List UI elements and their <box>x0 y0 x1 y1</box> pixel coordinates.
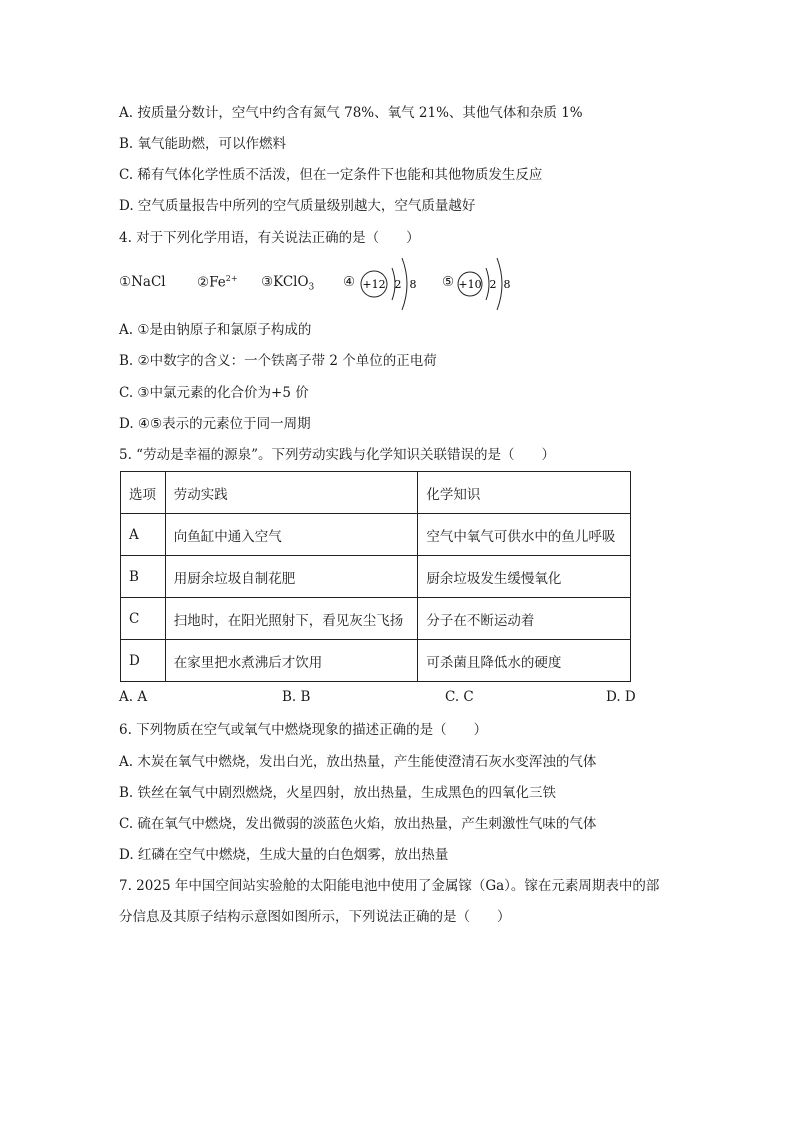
atom-structure-diagram-4 <box>358 254 418 314</box>
table-cell: 空气中氧气可供水中的鱼儿呼吸 <box>418 514 631 556</box>
nucleus-charge: +12 <box>362 278 386 291</box>
electron-shell-2 <box>497 258 502 310</box>
table-row <box>121 598 631 640</box>
q5-table <box>120 471 631 682</box>
q5-answer-a: A. A <box>119 689 148 705</box>
table-cell: 分子在不断运动着 <box>418 598 631 640</box>
atom5-label: ⑤ <box>442 274 455 290</box>
table-cell: 扫地时，在阳光照射下，看见灰尘飞扬 <box>165 598 418 640</box>
q6-stem: 6. 下列物质在空气或氧气中燃烧现象的描述正确的是（ ） <box>119 722 488 738</box>
q7-stem-line1: 7. 2025 年中国空间站实验舱的太阳能电池中使用了金属镓（Ga）。镓在元素周期表中的部 <box>119 878 660 894</box>
table-header-row <box>121 472 631 514</box>
q4-option-a: A. ①是由钠原子和氯原子构成的 <box>119 322 312 338</box>
q5-stem: 5. “劳动是幸福的源泉”。下列劳动实践与化学知识关联错误的是（ ） <box>119 447 555 463</box>
shell2-count: 8 <box>409 278 417 291</box>
shell1-count: 2 <box>394 278 402 291</box>
header-option: 选项 <box>121 472 166 514</box>
q5-answer-d: D. D <box>606 689 636 705</box>
atom-structure-diagram-5 <box>456 254 516 314</box>
q3-option-a: A. 按质量分数计，空气中约含有氮气 78%、氧气 21%、其他气体和杂质 1% <box>119 105 583 121</box>
symbol-fe-ion: $②Fe^{2+}$ <box>197 274 238 291</box>
table-cell: 厨余垃圾发生缓慢氧化 <box>418 556 631 598</box>
q6-option-b: B. 铁丝在氧气中剧烈燃烧，火星四射，放出热量，生成黑色的四氧化三铁 <box>119 785 557 801</box>
q3-option-c: C. 稀有气体化学性质不活泼，但在一定条件下也能和其他物质发生反应 <box>119 167 543 183</box>
q3-option-d: D. 空气质量报告中所列的空气质量级别越大，空气质量越好 <box>119 198 476 214</box>
table-row <box>121 556 631 598</box>
q6-option-a: A. 木炭在氧气中燃烧，发出白光，放出热量，产生能使澄清石灰水变浑浊的气体 <box>119 754 597 770</box>
table-cell: 在家里把水煮沸后才饮用 <box>165 640 418 682</box>
table-cell: D <box>121 640 166 682</box>
header-knowledge: 化学知识 <box>418 472 631 514</box>
q6-option-d: D. 红磷在空气中燃烧，生成大量的白色烟雾，放出热量 <box>119 847 449 863</box>
atom4-label: ④ <box>343 274 356 290</box>
q4-option-d: D. ④⑤表示的元素位于同一周期 <box>119 416 311 432</box>
q4-option-b: B. ②中数字的含义：一个铁离子带 2 个单位的正电荷 <box>119 353 437 369</box>
q4-stem: 4. 对于下列化学用语，有关说法正确的是（ ） <box>119 230 420 246</box>
shell2-count: 8 <box>503 278 511 291</box>
q4-option-c: C. ③中氯元素的化合价为+5 价 <box>119 385 309 401</box>
q6-option-c: C. 硫在氧气中燃烧，发出微弱的淡蓝色火焰，放出热量，产生刺激性气味的气体 <box>119 816 597 832</box>
q5-answer-b: B. B <box>282 689 311 705</box>
table-cell: 用厨余垃圾自制花肥 <box>165 556 418 598</box>
q7-stem-line2: 分信息及其原子结构示意图如图所示，下列说法正确的是（ ） <box>119 909 511 925</box>
header-practice: 劳动实践 <box>165 472 418 514</box>
table-cell: 可杀菌且降低水的硬度 <box>418 640 631 682</box>
table-cell: C <box>121 598 166 640</box>
symbol-kclo3: ③KClO$_3$ <box>261 274 315 293</box>
table-row <box>121 640 631 682</box>
electron-shell-2 <box>402 258 407 310</box>
table-cell: 向鱼缸中通入空气 <box>165 514 418 556</box>
table-row <box>121 514 631 556</box>
table-cell: A <box>121 514 166 556</box>
shell1-count: 2 <box>489 278 497 291</box>
nucleus-charge: +10 <box>458 278 482 291</box>
q5-answer-c: C. C <box>445 689 474 705</box>
symbol-nacl: ①NaCl <box>119 274 166 290</box>
q3-option-b: B. 氧气能助燃，可以作燃料 <box>119 136 287 152</box>
table-cell: B <box>121 556 166 598</box>
